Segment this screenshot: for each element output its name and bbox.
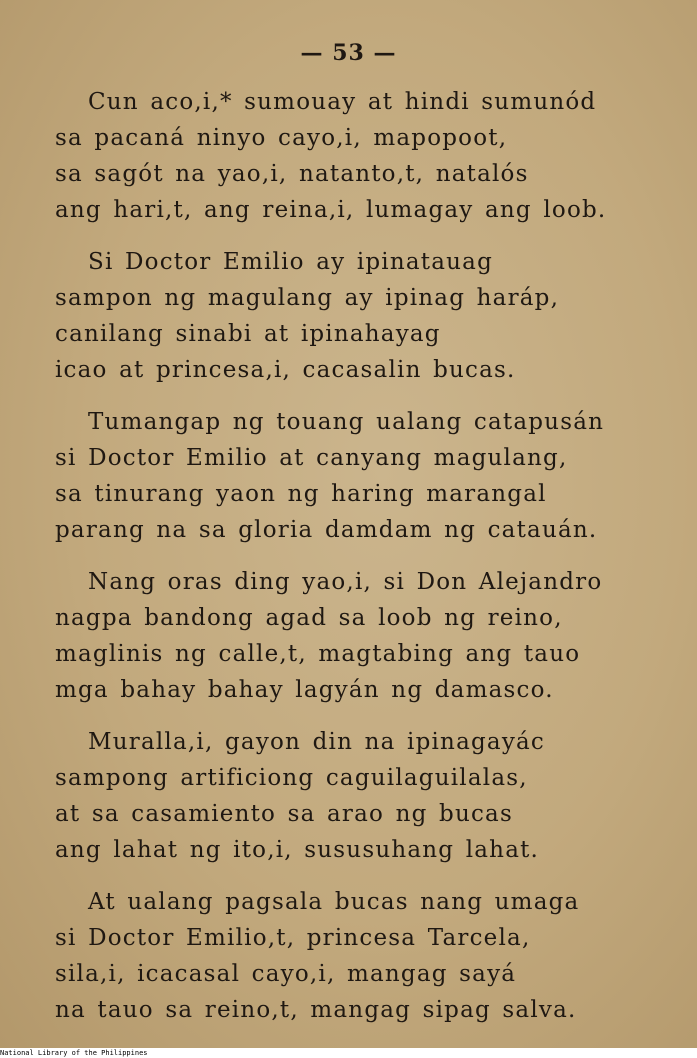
- verse-line: ang lahat ng ito,i, sususuhang lahat.: [55, 837, 540, 863]
- verse-line: parang na sa gloria damdam ng catauán.: [55, 517, 598, 543]
- library-credit: National Library of the Philippines: [0, 1049, 148, 1057]
- verse-line: mga bahay bahay lagyán ng damasco.: [55, 677, 554, 703]
- poem-body: [0, 84, 697, 1044]
- verse-line: sa pacaná ninyo cayo,i, mapopoot,: [55, 125, 508, 151]
- verse-line: Cun aco,i,* sumouay at hindi sumunód: [88, 89, 597, 115]
- verse-line: sila,i, icacasal cayo,i, mangag sayá: [55, 961, 517, 987]
- verse-line: si Doctor Emilio at canyang magulang,: [55, 445, 568, 471]
- stanza-6: [0, 884, 697, 1028]
- stanza-3: [0, 404, 697, 548]
- verse-line: Muralla,i, gayon din na ipinagayác: [88, 729, 546, 755]
- verse-line: Si Doctor Emilio ay ipinatauag: [88, 249, 493, 275]
- stanza-2: [0, 244, 697, 388]
- stanza-5: [0, 724, 697, 868]
- verse-line: canilang sinabi at ipinahayag: [55, 321, 441, 347]
- verse-line: ang hari,t, ang reina,i, lumagay ang loob.: [55, 197, 607, 223]
- verse-line: sa tinurang yaon ng haring marangal: [55, 481, 547, 507]
- verse-line: icao at princesa,i, cacasalin bucas.: [55, 357, 516, 383]
- verse-line: sampon ng magulang ay ipinag haráp,: [55, 285, 560, 311]
- stanza-4: [0, 564, 697, 708]
- verse-line: nagpa bandong agad sa loob ng reino,: [55, 605, 563, 631]
- verse-line: sa sagót na yao,i, natanto,t, natalós: [55, 161, 529, 187]
- verse-line: maglinis ng calle,t, magtabing ang tauo: [55, 641, 581, 667]
- verse-line: si Doctor Emilio,t, princesa Tarcela,: [55, 925, 531, 951]
- page-number: — 53 —: [300, 40, 397, 66]
- verse-line: sampong artificiong caguilaguilalas,: [55, 765, 528, 791]
- stanza-1: [0, 84, 697, 228]
- verse-line: Tumangap ng touang ualang catapusán: [88, 409, 605, 435]
- verse-line: na tauo sa reino,t, mangag sipag salva.: [55, 997, 577, 1023]
- verse-line: At ualang pagsala bucas nang umaga: [88, 889, 580, 915]
- verse-line: at sa casamiento sa arao ng bucas: [55, 801, 513, 827]
- verse-line: Nang oras ding yao,i, si Don Alejandro: [88, 569, 603, 595]
